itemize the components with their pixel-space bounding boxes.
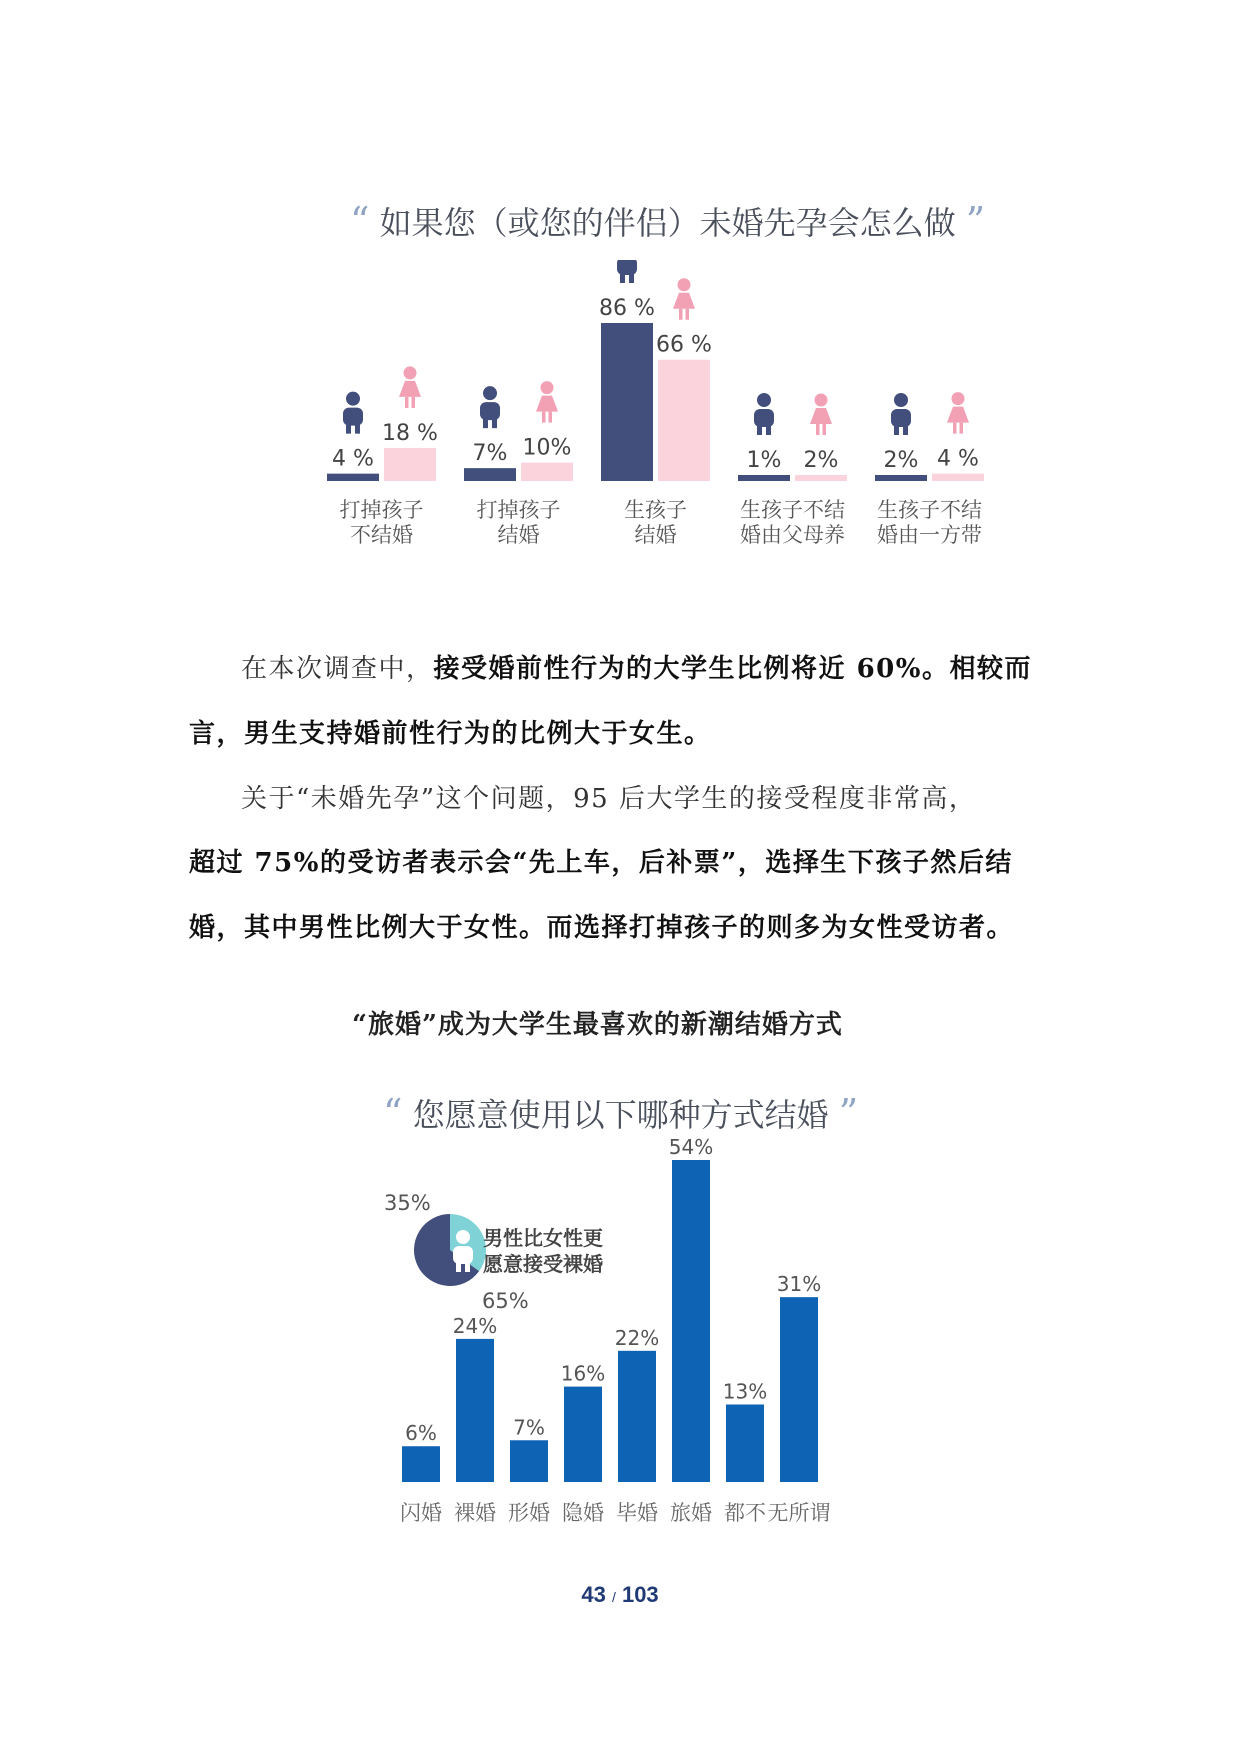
chart2-data-label: 31%	[776, 1272, 822, 1297]
chart1-bar-female	[795, 475, 847, 481]
male-icon-head	[483, 386, 497, 400]
female-icon-leg	[816, 424, 820, 435]
female-icon	[673, 278, 695, 320]
male-icon-head	[346, 392, 360, 406]
page-total: 103	[621, 1582, 659, 1607]
chart1-category-label: 结婚	[497, 523, 540, 547]
chart2-data-label: 6%	[405, 1421, 437, 1446]
chart2-close-quote: ”	[838, 1091, 859, 1135]
female-icon-leg	[823, 424, 827, 435]
chart1-bar-female	[521, 463, 573, 481]
male-icon	[617, 260, 637, 283]
pie-caption-line1: 男性比女性更	[483, 1226, 603, 1250]
paragraph2-line1	[189, 778, 1069, 815]
female-icon-leg	[953, 423, 957, 434]
chart1-category-label: 生孩子不结	[877, 498, 982, 522]
chart1-category-label: 婚由父母养	[740, 523, 845, 547]
paragraph1-bold-2: 言，男生支持婚前性行为的比例大于女生。	[189, 719, 712, 749]
chart1-category-label: 生孩子不结	[740, 498, 845, 522]
chart1-title: 如果您（或您的伴侣）未婚先孕会怎么做	[379, 204, 956, 242]
chart2-category-label: 无所谓	[767, 1501, 831, 1525]
chart1-data-label: 4 %	[937, 446, 979, 472]
chart1-data-label: 4 %	[332, 446, 374, 472]
chart1-category-label: 结婚	[634, 523, 677, 547]
female-icon-leg	[542, 412, 546, 423]
chart1-bar-male	[464, 468, 516, 481]
chart1-group	[464, 381, 573, 547]
page-separator: /	[611, 1589, 616, 1605]
page-number	[0, 1582, 1240, 1608]
female-icon-leg	[960, 423, 964, 434]
paragraph1-line1	[189, 648, 1069, 685]
chart1-group	[875, 392, 984, 547]
chart2-open-quote: “	[383, 1091, 403, 1135]
chart1-bar-male	[875, 475, 927, 481]
chart1-category-label: 打掉孩子	[476, 498, 561, 522]
male-icon	[343, 392, 363, 434]
female-icon-leg	[549, 412, 553, 423]
chart1-category-label: 婚由一方带	[877, 523, 982, 547]
female-icon-head	[404, 366, 417, 379]
male-icon-leg	[465, 1260, 470, 1272]
female-icon	[947, 392, 969, 434]
female-icon	[536, 381, 558, 423]
chart2-bar	[780, 1297, 818, 1482]
chart1-open-quote: “	[350, 199, 370, 243]
chart1-data-label: 1%	[746, 448, 782, 473]
male-icon	[480, 386, 500, 428]
chart2-category-label: 都不	[724, 1501, 766, 1525]
female-icon-dress	[810, 408, 832, 424]
pie-caption-line2: 愿意接受裸婚	[483, 1252, 603, 1276]
chart1-bar-female	[384, 448, 436, 481]
chart1-data-label: 10%	[522, 435, 572, 461]
chart1-data-label: 2%	[803, 448, 839, 473]
paragraph2-bold-1: 超过 75%的受访者表示会“先上车，后补票”，选择生下孩子然后结	[189, 848, 1013, 878]
male-icon-head	[757, 393, 771, 407]
page-current: 43	[581, 1582, 606, 1607]
male-icon-leg	[346, 422, 351, 434]
pie-label-65: 65%	[482, 1289, 529, 1313]
chart2-category-label: 毕婚	[616, 1501, 658, 1525]
male-icon-leg	[483, 416, 488, 428]
female-icon-leg	[686, 309, 690, 320]
chart1-data-label: 66 %	[656, 332, 712, 358]
female-icon	[399, 366, 421, 408]
female-icon-leg	[430, 1261, 434, 1272]
chart1-group	[599, 260, 712, 547]
male-icon	[891, 393, 911, 435]
female-icon-head	[952, 392, 965, 405]
chart2-title: 您愿意使用以下哪种方式结婚	[412, 1096, 829, 1134]
male-icon-leg	[620, 271, 625, 283]
paragraph1-line2	[189, 713, 1069, 750]
chart2-data-label: 13%	[722, 1379, 768, 1404]
paragraph2-line2	[189, 842, 1069, 879]
male-icon-leg	[894, 423, 899, 435]
male-icon-leg	[456, 1260, 461, 1272]
chart2-category-label: 闪婚	[400, 1501, 442, 1525]
paragraph2-plain: 关于“未婚先孕”这个问题，95 后大学生的接受程度非常高，	[241, 784, 977, 814]
male-icon-leg	[766, 423, 771, 435]
chart2-data-label: 7%	[513, 1415, 545, 1440]
female-icon-leg	[412, 397, 416, 408]
chart1-category-label: 打掉孩子	[339, 498, 424, 522]
female-icon-head	[429, 1231, 442, 1244]
female-icon-dress	[399, 381, 421, 397]
chart1-bar-female	[658, 360, 710, 481]
chart1-plot	[300, 260, 1020, 620]
chart1-close-quote: ”	[965, 199, 986, 243]
chart1-data-label: 7%	[472, 441, 508, 467]
chart2-bar	[564, 1387, 602, 1482]
chart2-category-label: 形婚	[508, 1501, 550, 1525]
chart2-data-label: 54%	[668, 1135, 714, 1159]
female-icon-head	[815, 394, 828, 407]
female-icon-dress	[947, 407, 969, 423]
chart2-inset-pie	[384, 1191, 603, 1313]
chart2-plot	[380, 1130, 900, 1530]
male-icon-leg	[629, 271, 634, 283]
female-icon-leg	[679, 309, 683, 320]
male-icon	[754, 393, 774, 435]
female-icon-leg	[405, 397, 409, 408]
chart1-data-label: 18 %	[382, 420, 438, 446]
paragraph1-plain: 在本次调查中，	[241, 654, 434, 684]
female-icon-dress	[536, 396, 558, 412]
female-icon-leg	[437, 1261, 441, 1272]
male-icon-leg	[492, 416, 497, 428]
male-icon-leg	[757, 423, 762, 435]
section-heading: “旅婚”成为大学生最喜欢的新潮结婚方式	[352, 1010, 843, 1040]
chart1-bar-male	[327, 474, 379, 481]
chart1-category-label: 生孩子	[624, 498, 687, 522]
paragraph2-line3	[189, 907, 1069, 944]
chart2-bar	[618, 1351, 656, 1482]
female-icon-head	[678, 278, 691, 291]
chart2-category-label: 隐婚	[562, 1501, 604, 1525]
female-icon-dress	[673, 293, 695, 309]
female-icon	[810, 394, 832, 436]
paragraph2-bold-2: 婚，其中男性比例大于女性。而选择打掉孩子的则多为女性受访者。	[189, 913, 1015, 943]
chart2-bar	[726, 1404, 764, 1482]
chart2-data-label: 16%	[560, 1361, 606, 1386]
chart1-group	[327, 366, 438, 547]
chart1-category-label: 不结婚	[350, 523, 413, 547]
male-icon-head	[894, 393, 908, 407]
chart2-bar	[510, 1440, 548, 1482]
female-icon-head	[541, 381, 554, 394]
chart1-bar-male	[738, 475, 790, 481]
chart2-data-label: 22%	[614, 1325, 660, 1350]
chart1-data-label: 86 %	[599, 296, 655, 321]
chart2-category-label: 裸婚	[454, 1501, 496, 1525]
chart1-group	[738, 393, 847, 547]
chart1-bar-male	[601, 323, 653, 481]
male-icon-leg	[355, 422, 360, 434]
paragraph1-bold-1: 接受婚前性行为的大学生比例将近 60%。相较而	[433, 654, 1032, 684]
chart1-title-wrap	[350, 198, 985, 244]
chart2-bar	[402, 1446, 440, 1482]
pie-label-35: 35%	[384, 1191, 431, 1215]
chart2-data-label: 24%	[452, 1313, 498, 1338]
male-icon-leg	[903, 423, 908, 435]
chart2-bar	[456, 1339, 494, 1482]
chart2-category-label: 旅婚	[670, 1501, 712, 1525]
chart1-bar-female	[932, 474, 984, 481]
male-icon-head	[456, 1230, 470, 1244]
chart2-bar	[672, 1160, 710, 1482]
chart1-data-label: 2%	[883, 448, 919, 473]
